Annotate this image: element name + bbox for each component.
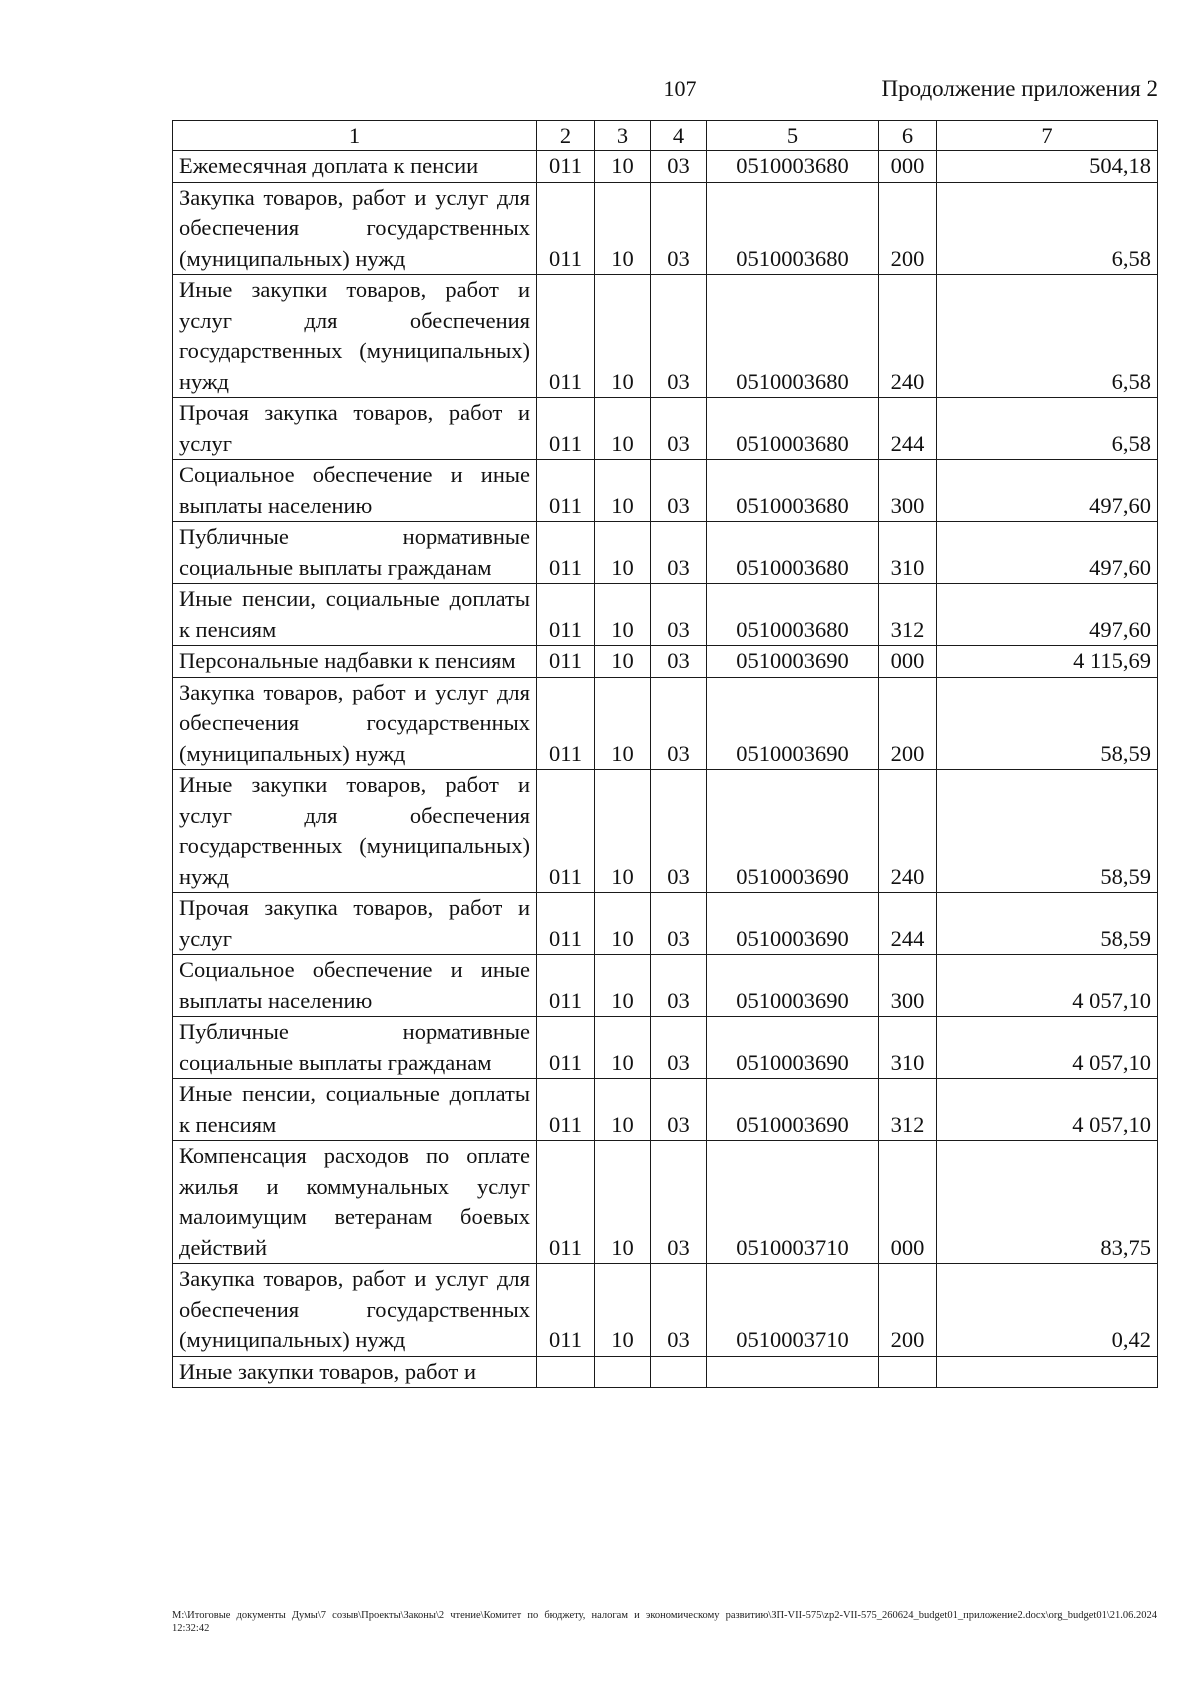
target-article-cell: 0510003680 — [707, 182, 879, 275]
column-header: 6 — [879, 121, 937, 151]
section-cell: 10 — [595, 893, 651, 955]
section-cell: 10 — [595, 1017, 651, 1079]
column-header: 7 — [937, 121, 1158, 151]
section-cell: 10 — [595, 770, 651, 893]
target-article-cell: 0510003690 — [707, 955, 879, 1017]
expense-type-cell: 240 — [879, 275, 937, 398]
subsection-cell: 03 — [651, 522, 707, 584]
section-cell: 10 — [595, 955, 651, 1017]
row-name-cell: Иные закупки товаров, работ и услуг для обеспечения государственных (муниципальных) нужд — [173, 770, 537, 893]
table-row — [173, 522, 1158, 584]
amount-cell: 58,59 — [937, 770, 1158, 893]
row-name-cell: Публичные нормативные социальные выплаты гражданам — [173, 522, 537, 584]
subsection-cell: 03 — [651, 646, 707, 678]
table-row — [173, 398, 1158, 460]
expense-type-cell: 300 — [879, 955, 937, 1017]
expense-type-cell — [879, 1356, 937, 1388]
target-article-cell: 0510003680 — [707, 398, 879, 460]
expense-type-cell: 244 — [879, 893, 937, 955]
section-cell: 10 — [595, 522, 651, 584]
row-name-cell: Прочая закупка товаров, работ и услуг — [173, 398, 537, 460]
amount-cell — [937, 1356, 1158, 1388]
code-cell: 011 — [537, 677, 595, 770]
target-article-cell: 0510003690 — [707, 893, 879, 955]
code-cell: 011 — [537, 646, 595, 678]
code-cell: 011 — [537, 182, 595, 275]
expense-type-cell: 300 — [879, 460, 937, 522]
row-name-cell: Иные закупки товаров, работ и услуг для обеспечения государственных (муниципальных) нужд — [173, 275, 537, 398]
expense-type-cell: 310 — [879, 522, 937, 584]
subsection-cell: 03 — [651, 151, 707, 183]
subsection-cell: 03 — [651, 1017, 707, 1079]
row-name-cell: Закупка товаров, работ и услуг для обеспечения государственных (муниципальных) нужд — [173, 182, 537, 275]
code-cell: 011 — [537, 522, 595, 584]
subsection-cell: 03 — [651, 770, 707, 893]
target-article-cell: 0510003690 — [707, 677, 879, 770]
section-cell: 10 — [595, 398, 651, 460]
table-row — [173, 1141, 1158, 1264]
code-cell: 011 — [537, 1079, 595, 1141]
section-cell: 10 — [595, 460, 651, 522]
table-row — [173, 1079, 1158, 1141]
expense-type-cell: 200 — [879, 1264, 937, 1357]
code-cell: 011 — [537, 893, 595, 955]
amount-cell: 4 057,10 — [937, 955, 1158, 1017]
table-row — [173, 677, 1158, 770]
code-cell: 011 — [537, 1017, 595, 1079]
subsection-cell: 03 — [651, 1141, 707, 1264]
code-cell: 011 — [537, 1264, 595, 1357]
subsection-cell: 03 — [651, 182, 707, 275]
target-article-cell: 0510003690 — [707, 646, 879, 678]
code-cell: 011 — [537, 1141, 595, 1264]
subsection-cell: 03 — [651, 677, 707, 770]
expense-type-cell: 244 — [879, 398, 937, 460]
section-cell: 10 — [595, 1079, 651, 1141]
expense-type-cell: 200 — [879, 677, 937, 770]
section-cell: 10 — [595, 182, 651, 275]
section-cell: 10 — [595, 1264, 651, 1357]
amount-cell: 0,42 — [937, 1264, 1158, 1357]
amount-cell: 58,59 — [937, 893, 1158, 955]
target-article-cell — [707, 1356, 879, 1388]
section-cell: 10 — [595, 151, 651, 183]
subsection-cell: 03 — [651, 893, 707, 955]
amount-cell: 4 115,69 — [937, 646, 1158, 678]
amount-cell: 6,58 — [937, 398, 1158, 460]
table-header-row — [173, 121, 1158, 151]
expense-type-cell: 310 — [879, 1017, 937, 1079]
section-cell: 10 — [595, 275, 651, 398]
amount-cell: 58,59 — [937, 677, 1158, 770]
amount-cell: 497,60 — [937, 460, 1158, 522]
code-cell: 011 — [537, 460, 595, 522]
expense-type-cell: 240 — [879, 770, 937, 893]
expense-type-cell: 312 — [879, 1079, 937, 1141]
footer-file-path: M:\Итоговые документы Думы\7 созыв\Проекты\Законы\2 чтение\Комитет по бюджету, налогам и экономическому развитию\ЗП-VII-575\zp2-VII-575_260624_budget01_приложение2.docx\org_budget01\21.06.2024 12:32:42 — [172, 1610, 1157, 1634]
column-header: 2 — [537, 121, 595, 151]
column-header: 4 — [651, 121, 707, 151]
column-header: 3 — [595, 121, 651, 151]
amount-cell: 497,60 — [937, 522, 1158, 584]
amount-cell: 504,18 — [937, 151, 1158, 183]
table-row — [173, 1356, 1158, 1388]
row-name-cell: Персональные надбавки к пенсиям — [173, 646, 537, 678]
target-article-cell: 0510003680 — [707, 460, 879, 522]
target-article-cell: 0510003680 — [707, 584, 879, 646]
target-article-cell: 0510003680 — [707, 522, 879, 584]
table-row — [173, 770, 1158, 893]
table-row — [173, 893, 1158, 955]
code-cell — [537, 1356, 595, 1388]
subsection-cell: 03 — [651, 275, 707, 398]
target-article-cell: 0510003690 — [707, 770, 879, 893]
table-row — [173, 182, 1158, 275]
target-article-cell: 0510003710 — [707, 1264, 879, 1357]
section-cell: 10 — [595, 584, 651, 646]
table-row — [173, 1017, 1158, 1079]
subsection-cell: 03 — [651, 460, 707, 522]
code-cell: 011 — [537, 584, 595, 646]
section-cell: 10 — [595, 646, 651, 678]
row-name-cell: Прочая закупка товаров, работ и услуг — [173, 893, 537, 955]
code-cell: 011 — [537, 151, 595, 183]
section-cell: 10 — [595, 677, 651, 770]
table-row — [173, 460, 1158, 522]
subsection-cell: 03 — [651, 1264, 707, 1357]
table-row — [173, 584, 1158, 646]
continuation-heading: Продолжение приложения 2 — [881, 76, 1158, 101]
amount-cell: 6,58 — [937, 275, 1158, 398]
subsection-cell: 03 — [651, 398, 707, 460]
expense-type-cell: 000 — [879, 646, 937, 678]
target-article-cell: 0510003710 — [707, 1141, 879, 1264]
amount-cell: 4 057,10 — [937, 1017, 1158, 1079]
amount-cell: 4 057,10 — [937, 1079, 1158, 1141]
table-row — [173, 955, 1158, 1017]
row-name-cell: Ежемесячная доплата к пенсии — [173, 151, 537, 183]
expense-type-cell: 200 — [879, 182, 937, 275]
row-name-cell: Иные пенсии, социальные доплаты к пенсиям — [173, 1079, 537, 1141]
row-name-cell: Закупка товаров, работ и услуг для обеспечения государственных (муниципальных) нужд — [173, 1264, 537, 1357]
row-name-cell: Иные пенсии, социальные доплаты к пенсиям — [173, 584, 537, 646]
subsection-cell: 03 — [651, 584, 707, 646]
row-name-cell: Компенсация расходов по оплате жилья и коммунальных услуг малоимущим ветеранам боевых действий — [173, 1141, 537, 1264]
table-row — [173, 151, 1158, 183]
table-row — [173, 1264, 1158, 1357]
code-cell: 011 — [537, 770, 595, 893]
row-name-cell: Социальное обеспечение и иные выплаты населению — [173, 460, 537, 522]
code-cell: 011 — [537, 955, 595, 1017]
subsection-cell: 03 — [651, 1079, 707, 1141]
amount-cell: 6,58 — [937, 182, 1158, 275]
row-name-cell: Закупка товаров, работ и услуг для обеспечения государственных (муниципальных) нужд — [173, 677, 537, 770]
section-cell: 10 — [595, 1141, 651, 1264]
column-header: 1 — [173, 121, 537, 151]
budget-table — [172, 120, 1158, 1388]
target-article-cell: 0510003680 — [707, 275, 879, 398]
table-row — [173, 646, 1158, 678]
table-row — [173, 275, 1158, 398]
code-cell: 011 — [537, 275, 595, 398]
page-number: 107 — [663, 76, 697, 101]
amount-cell: 83,75 — [937, 1141, 1158, 1264]
expense-type-cell: 000 — [879, 1141, 937, 1264]
code-cell: 011 — [537, 398, 595, 460]
expense-type-cell: 000 — [879, 151, 937, 183]
row-name-cell: Социальное обеспечение и иные выплаты населению — [173, 955, 537, 1017]
target-article-cell: 0510003690 — [707, 1017, 879, 1079]
target-article-cell: 0510003680 — [707, 151, 879, 183]
row-name-cell: Публичные нормативные социальные выплаты гражданам — [173, 1017, 537, 1079]
target-article-cell: 0510003690 — [707, 1079, 879, 1141]
column-header: 5 — [707, 121, 879, 151]
subsection-cell: 03 — [651, 955, 707, 1017]
expense-type-cell: 312 — [879, 584, 937, 646]
section-cell — [595, 1356, 651, 1388]
amount-cell: 497,60 — [937, 584, 1158, 646]
subsection-cell — [651, 1356, 707, 1388]
row-name-cell: Иные закупки товаров, работ и — [173, 1356, 537, 1388]
